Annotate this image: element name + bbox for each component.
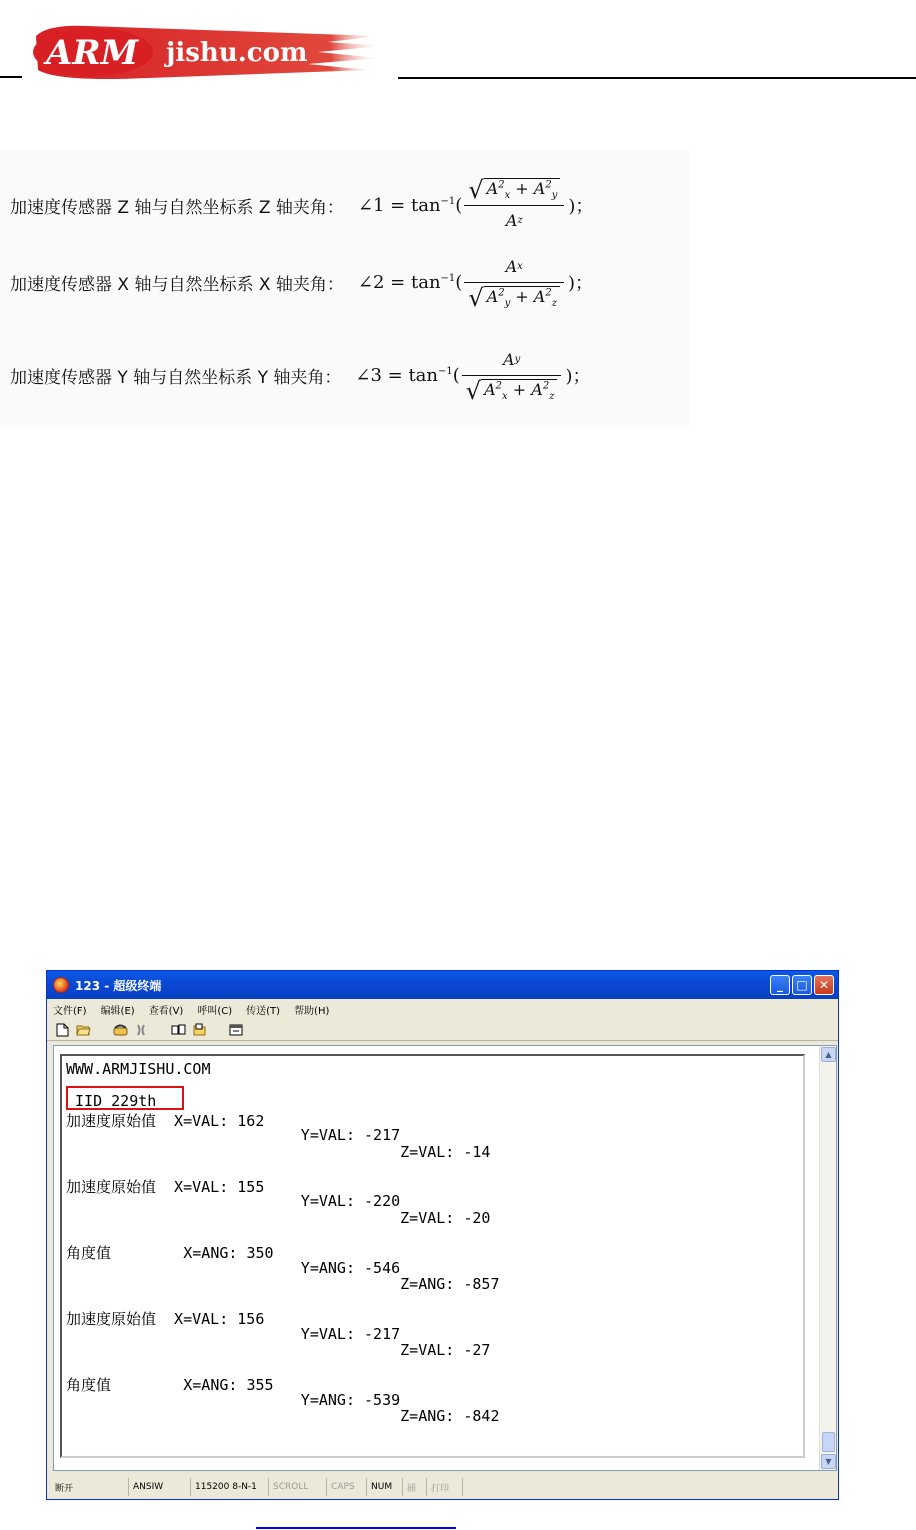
header-rule: [0, 76, 22, 78]
terminal-line: Y=VAL: -220: [66, 1192, 401, 1210]
menu-view[interactable]: 查看(V): [148, 1005, 184, 1017]
menu-file[interactable]: 文件(F): [53, 1005, 87, 1017]
maximize-button[interactable]: □: [792, 975, 812, 995]
logo-text-jishu: jishu.com: [166, 38, 308, 68]
status-connection: 断开: [51, 1478, 129, 1496]
close-button[interactable]: ✕: [814, 975, 834, 995]
menu-help[interactable]: 帮助(H): [294, 1005, 330, 1017]
menu-bar: [47, 999, 838, 1019]
formula-row-z: [10, 165, 593, 245]
terminal-client-area[interactable]: [53, 1045, 837, 1471]
terminal-line: WWW.ARMJISHU.COM: [66, 1060, 211, 1078]
formula-label: 加速度传感器 X 轴与自然坐标系 X 轴夹角：: [10, 274, 344, 295]
formula-expression: ∠1 = $\tan^{-1}$( √ $A^2_x + A^2_y$ A z )；: [357, 175, 594, 230]
phone-icon[interactable]: [113, 1022, 128, 1037]
menu-edit[interactable]: 编辑(E): [100, 1005, 135, 1017]
hyperterminal-icon: [53, 977, 69, 993]
terminal-line: 加速度原始值 X=VAL: 155: [66, 1178, 265, 1196]
status-num: NUM: [367, 1478, 403, 1496]
formula-row-y: [10, 335, 591, 415]
title-bar[interactable]: [47, 971, 838, 999]
status-print: 打印: [427, 1478, 463, 1496]
terminal-line: 加速度原始值 X=VAL: 156: [66, 1310, 265, 1328]
terminal-line: 角度值 X=ANG: 355: [66, 1376, 274, 1394]
formula-expression: ∠3 = $\tan^{-1}$( A y √ $A^2_x + A^2_z$ )；: [355, 350, 591, 405]
status-emulation: ANSIW: [129, 1478, 191, 1496]
status-scroll: SCROLL: [269, 1478, 327, 1496]
armjishu-logo: [28, 22, 390, 84]
terminal-line: Y=VAL: -217: [66, 1126, 401, 1144]
terminal-line: Z=ANG: -842: [66, 1407, 500, 1425]
properties-icon[interactable]: [229, 1022, 244, 1037]
menu-call[interactable]: 呼叫(C): [197, 1005, 233, 1017]
terminal-line: Z=VAL: -20: [66, 1209, 491, 1227]
status-bar: [47, 1475, 838, 1499]
new-file-icon[interactable]: [55, 1022, 70, 1037]
footer-link-underline[interactable]: [256, 1527, 456, 1529]
terminal-line: Y=ANG: -546: [66, 1259, 401, 1277]
status-caps: CAPS: [327, 1478, 367, 1496]
send-icon[interactable]: [171, 1022, 186, 1037]
status-port: 115200 8-N-1: [191, 1478, 269, 1496]
terminal-line: Z=ANG: -857: [66, 1275, 500, 1293]
terminal-line: 加速度原始值 X=VAL: 162: [66, 1112, 265, 1130]
hangup-icon[interactable]: [134, 1022, 149, 1037]
status-capture: 捕: [403, 1478, 427, 1496]
open-folder-icon[interactable]: [76, 1022, 91, 1037]
logo-text-arm: ARM: [46, 33, 139, 73]
terminal-line: 角度值 X=ANG: 350: [66, 1244, 274, 1262]
toolbar: [47, 1019, 838, 1041]
scrollbar-thumb[interactable]: [822, 1432, 835, 1452]
hyperterminal-window: [46, 970, 839, 1500]
window-title: 123 - 超级终端: [75, 978, 162, 993]
formula-row-x: [10, 242, 593, 322]
terminal-line: Z=VAL: -27: [66, 1341, 491, 1359]
scroll-up-arrow[interactable]: ▲: [821, 1047, 836, 1062]
terminal-line: IID 229th: [66, 1092, 157, 1110]
terminal-output[interactable]: [60, 1054, 805, 1458]
header-rule: [398, 77, 916, 79]
formula-image: [0, 150, 690, 425]
terminal-line: Y=VAL: -217: [66, 1325, 401, 1343]
formula-label: 加速度传感器 Z 轴与自然坐标系 Z 轴夹角：: [10, 197, 344, 218]
formula-label: 加速度传感器 Y 轴与自然坐标系 Y 轴夹角：: [10, 367, 342, 388]
terminal-line: Y=ANG: -539: [66, 1391, 401, 1409]
terminal-line: Z=VAL: -14: [66, 1143, 491, 1161]
formula-expression: ∠2 = $\tan^{-1}$( A x √ $A^2_y + A^2_z$ )；: [357, 257, 594, 312]
highlight-box: [66, 1086, 184, 1110]
minimize-button[interactable]: _: [770, 975, 790, 995]
receive-icon[interactable]: [192, 1022, 207, 1037]
scroll-down-arrow[interactable]: ▼: [821, 1454, 836, 1469]
vertical-scrollbar[interactable]: [819, 1046, 836, 1470]
menu-transfer[interactable]: 传送(T): [246, 1005, 281, 1017]
